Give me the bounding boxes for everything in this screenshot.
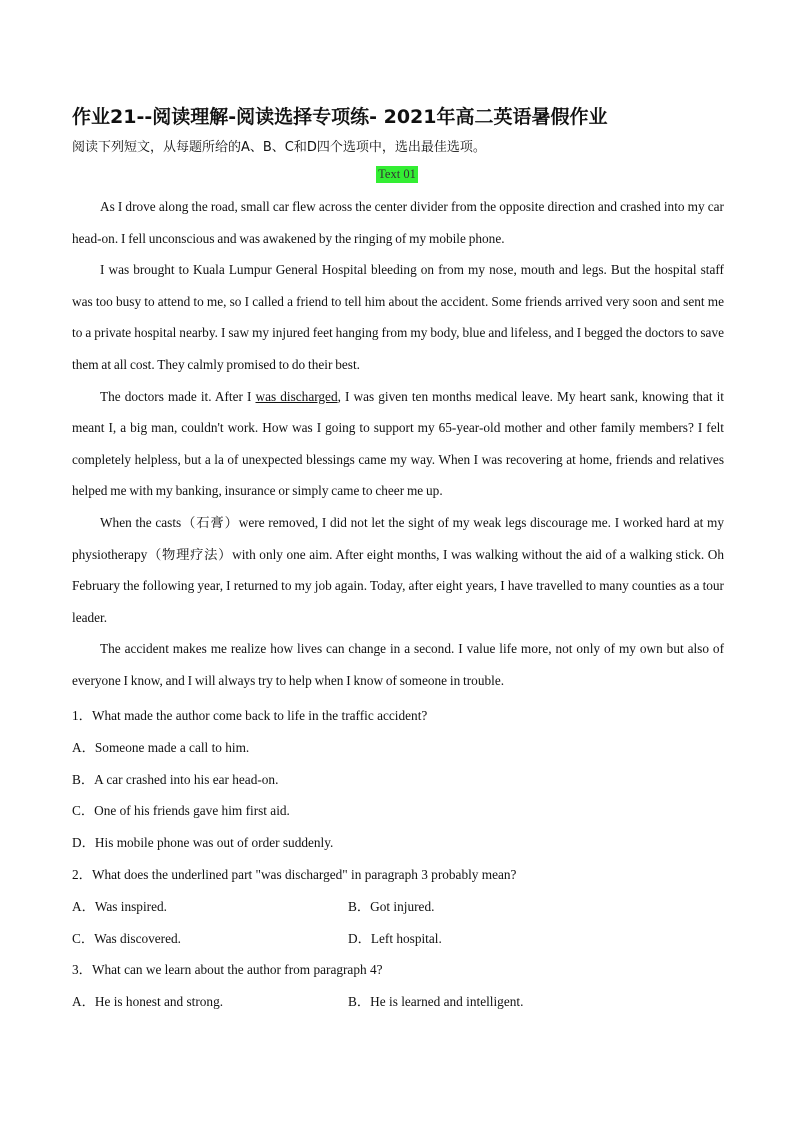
text-label-row <box>0 165 794 183</box>
question-1-option-b: B．A car crashed into his ear head-on. <box>72 771 279 787</box>
question-2-option-d: D．Left hospital. <box>348 930 442 946</box>
question-1-option-d: D．His mobile phone was out of order suddenly. <box>72 835 334 851</box>
instruction-text: 阅读下列短文，从每题所给的A、B、C和D四个选项中，选出最佳选项。 <box>72 140 486 155</box>
paragraph-4: When the casts（石膏）were removed, I did not let the sight of my weak legs discourage me. I worked hard at my physiotherapy（物理疗法）with only one aim. After eight months, I was walking without the aid of a walking stick. Oh February the following year, I returned to my job again. Today, after eight years, I have travelled to many counties as a tour leader. <box>72 514 724 625</box>
question-2-options-row-1 <box>72 891 732 923</box>
question-3-options-row-1 <box>72 986 732 1018</box>
reading-passage <box>72 191 724 697</box>
page-title: 作业21--阅读理解-阅读选择专项练- 2021年高二英语暑假作业 <box>72 106 608 128</box>
question-2-option-c: C．Was discovered. <box>72 930 181 946</box>
question-1-option-c: C．One of his friends gave him first aid. <box>72 803 290 819</box>
question-1-stem: 1．What made the author come back to life in the traffic accident? <box>72 708 428 723</box>
text-label-badge: Text 01 <box>378 167 416 181</box>
question-2-stem: 2．What does the underlined part "was discharged" in paragraph 3 probably mean? <box>72 866 517 882</box>
question-3-option-b: B．He is learned and intelligent. <box>348 994 524 1010</box>
question-3-option-a: A．He is honest and strong. <box>72 994 224 1010</box>
underlined-phrase: was discharged <box>255 388 338 404</box>
paragraph-3-start: The doctors made it. After I <box>100 388 256 404</box>
question-list <box>72 700 732 1018</box>
paragraph-2: I was brought to Kuala Lumpur General Hospital bleeding on from my nose, mouth and legs. But the hospital staff was too busy to attend to me, so I called a friend to tell him about the accident. Some friends arrived very soon and sent me to a private hospital nearby. I saw my injured feet hanging from my body, blue and lifeless, and I begged the doctors to save them at all cost. They calmly promised to do their best. <box>72 262 724 372</box>
question-1-option-a: A．Someone made a call to him. <box>72 739 250 755</box>
paragraph-5: The accident makes me realize how lives can change in a second. I value life more, not only of my own but also of everyone I know, and I will always try to help when I know of someone in trouble. <box>72 641 724 688</box>
paragraph-1: As I drove along the road, small car flew across the center divider from the opposite direction and crashed into my car head-on. I fell unconscious and was awakened by the ringing of my mobile phone. <box>72 199 724 246</box>
question-2-options-row-2 <box>72 923 732 955</box>
question-2-option-b: B．Got injured. <box>348 898 435 914</box>
paragraph-3 <box>72 381 724 507</box>
question-2-option-a: A．Was inspired. <box>72 898 167 914</box>
question-3-stem: 3．What can we learn about the author from paragraph 4? <box>72 962 383 978</box>
paragraph-3-rest: , I was given ten months medical leave. My heart sank, knowing that it meant I, a big man, couldn't work. How was I going to support my 65-year-old mother and other family members? I felt completely helpless, but a la of unexpected blessings came my way. When I was recovering at home, friends and relatives helped me with my banking, insurance or simply came to cheer me up. <box>72 388 724 499</box>
